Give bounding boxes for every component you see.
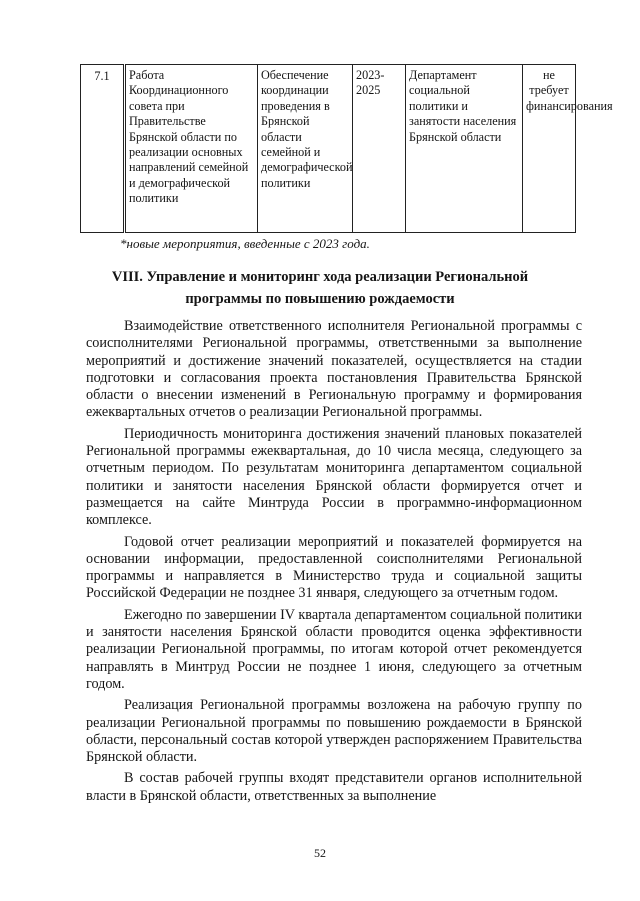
table-footnote: *новые мероприятия, введенные с 2023 года. [120,236,370,251]
section-heading: VIII. Управление и мониторинг хода реализации Региональной программы по повышению рождаемости [111,269,529,307]
row-number-cell: 7.1 [81,65,125,233]
paragraph: Годовой отчет реализации мероприятий и показателей формируется на основании информации, предоставленной соисполнителями Региональной программы и направляется в Министерство труда и социальной защиты Российской Федерации не позднее 31 января, следующего за отчетным годом. [86,533,582,602]
table-row [81,65,576,233]
program-table [80,64,613,233]
executor-cell: Департамент социальной политики и занятости населения Брянской области [406,65,523,233]
paragraph: Ежегодно по завершении IV квартала департаментом социальной политики и занятости населения Брянской области проводится оценка эффективности реализации Региональной программы, по итогам которой отчет рекомендуется направлять в Минтруд России не позднее 1 июня, следующего за отчетным годом. [86,606,582,692]
event-cell: Работа Координационного совета при Правительстве Брянской области по реализации основных направлений семейной и демографической политики [125,65,258,233]
paragraph: Реализация Региональной программы возложена на рабочую группу по реализации Региональной программы по повышению рождаемости в Брянской области, персональный состав которой утвержден распоряжением Правительства Брянской области. [86,697,582,766]
period-cell: 2023-2025 [353,65,406,233]
funding-cell: не требует финансирования [523,65,576,233]
paragraph: Периодичность мониторинга достижения значений плановых показателей Региональной программы ежеквартальная, до 10 числа месяца, следующего за отчетным периодом. По результатам мониторинга департаментом социальной политики и занятости населения Брянской области формируется отчет и размещается на сайте Минтруда России в программно-информационном комплексе. [86,425,582,529]
section-body [86,318,582,809]
paragraph: Взаимодействие ответственного исполнителя Региональной программы с соисполнителями Региональной программы, ответственными за выполнение мероприятий и достижение значений показателей, осуществляется на стадии подготовки и согласования проекта постановления Правительства Брянской области о внесении изменений в Региональную программу и формирования ежеквартальных отчетов о реализации Региональной программы. [86,318,582,421]
paragraph: В состав рабочей группы входят представители органов исполнительной власти в Брянской области, ответственных за выполнение [86,770,582,804]
result-cell: Обеспечение координации проведения в Брянской области семейной и демографической политики [258,65,353,233]
page-number: 52 [314,846,326,860]
